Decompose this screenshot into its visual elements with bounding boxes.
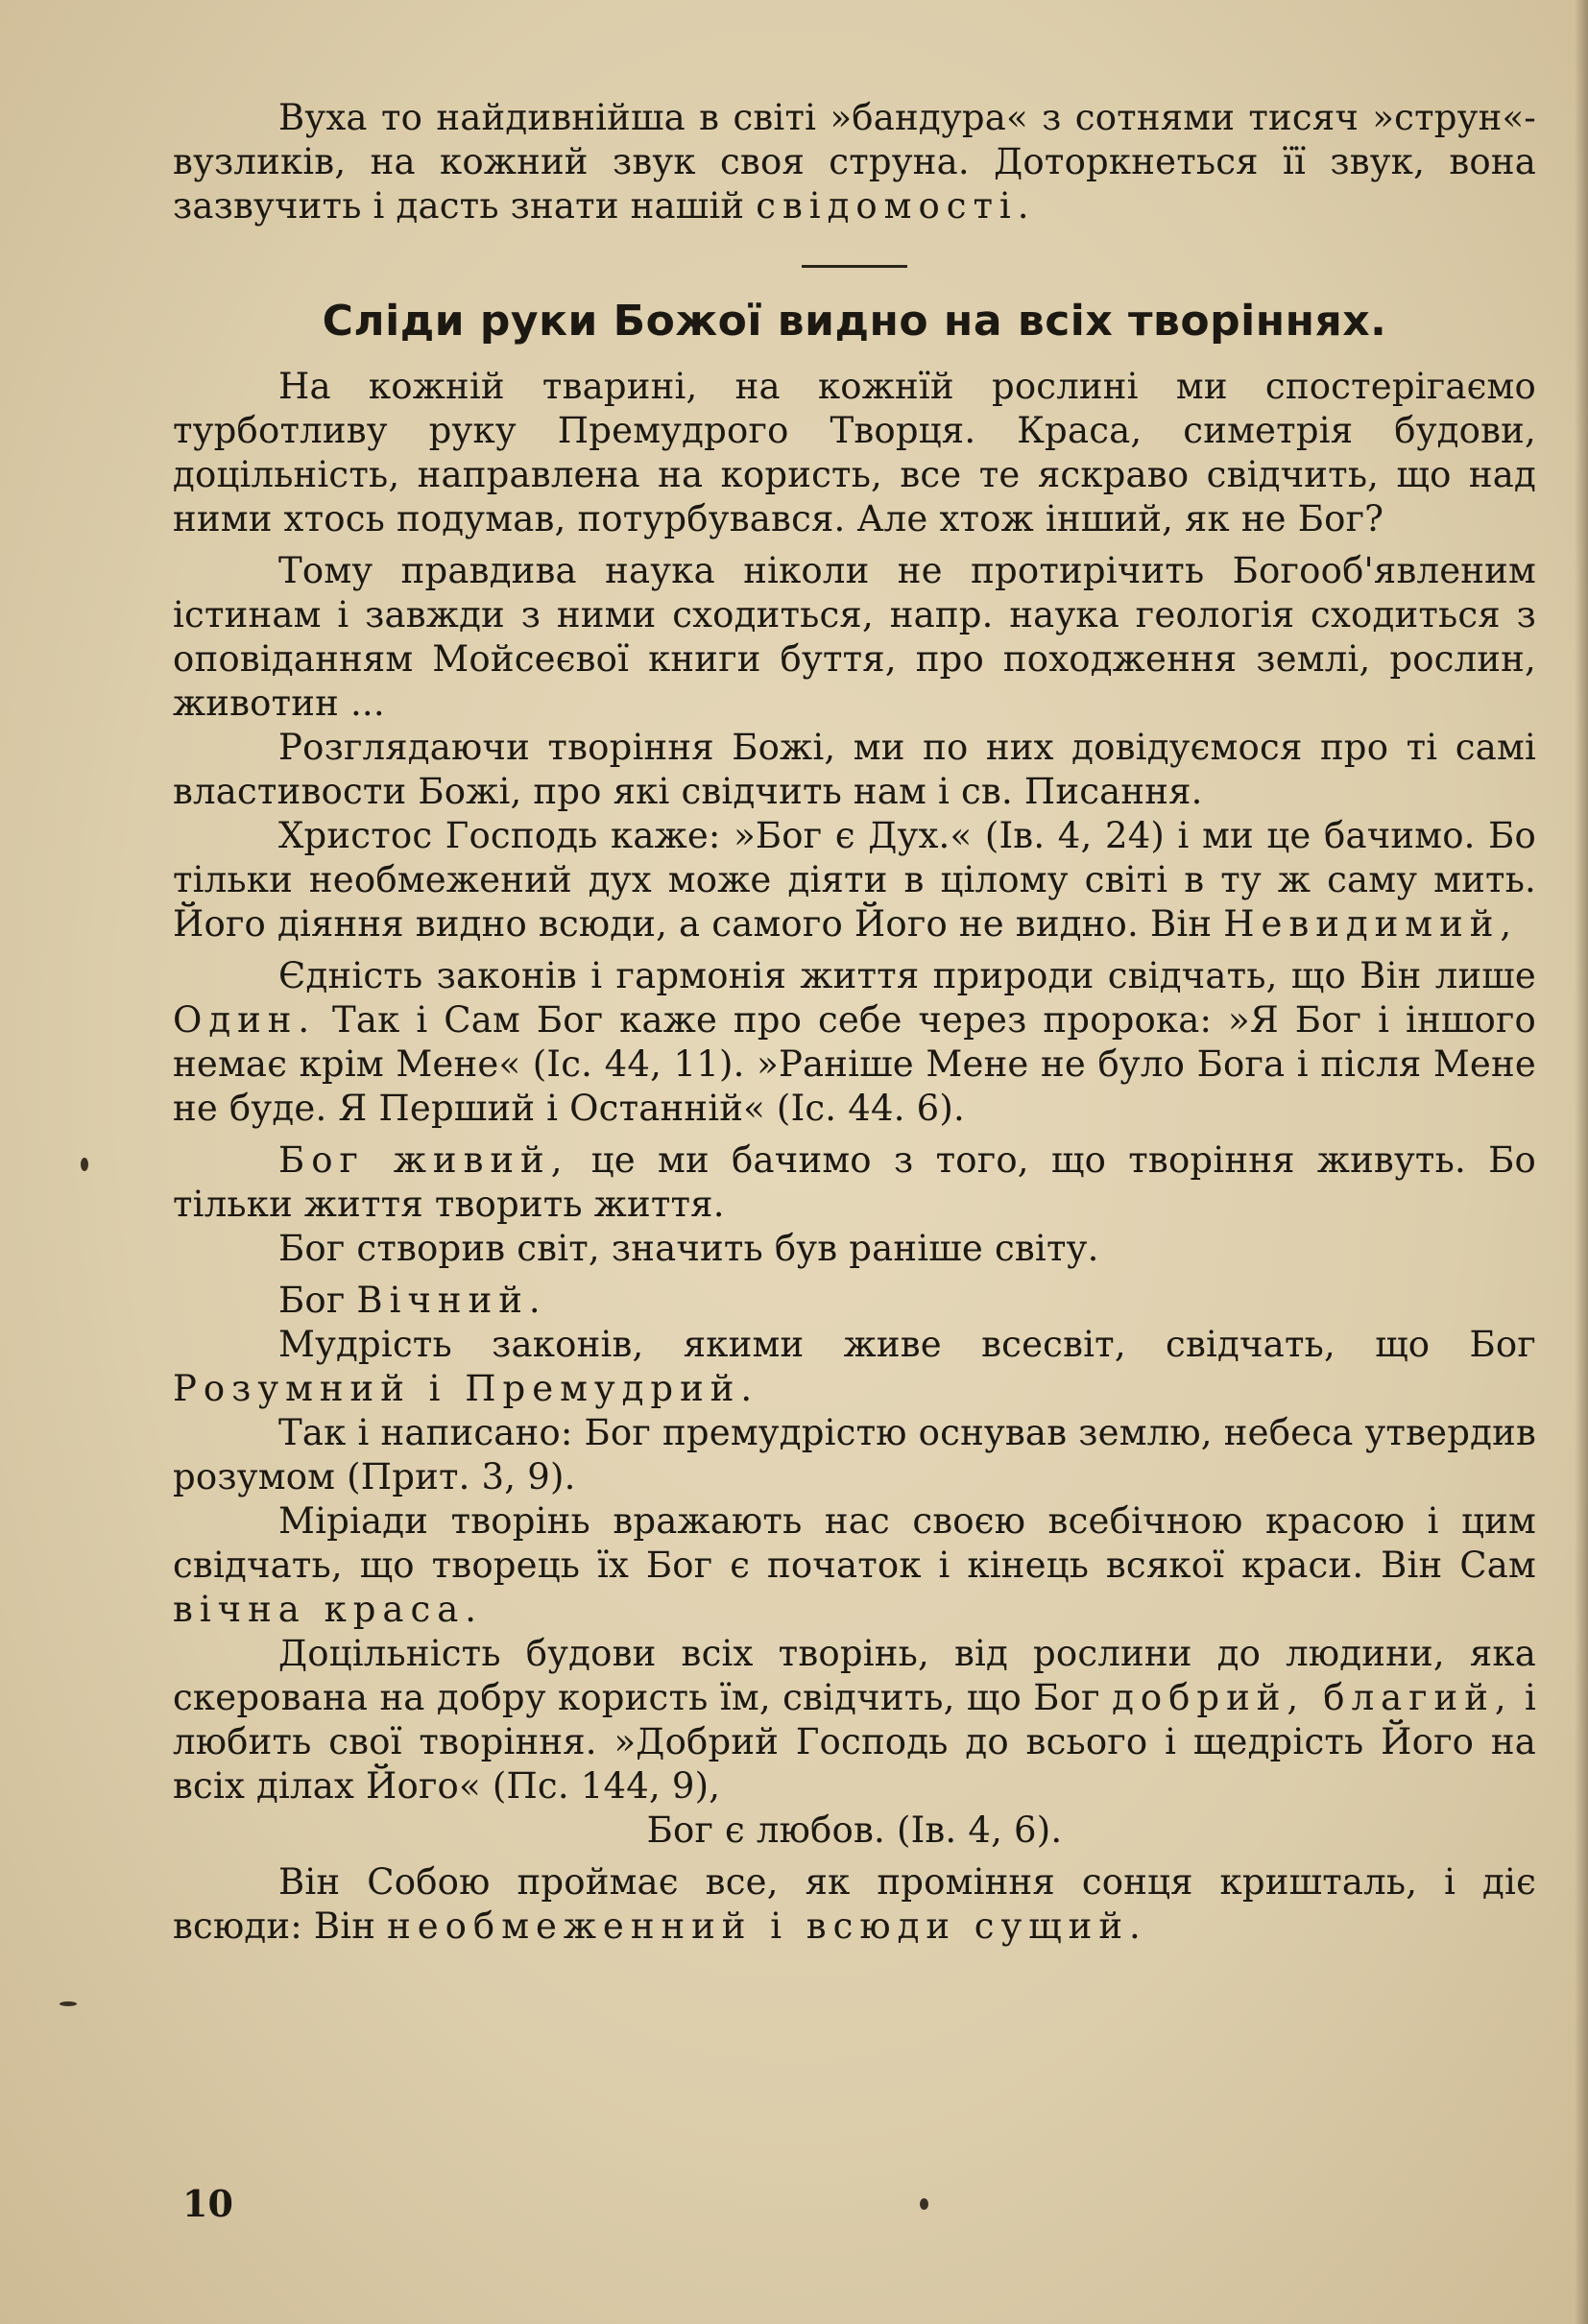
ink-speck	[920, 2198, 928, 2210]
intro-paragraph: Вуха то найдивнійша в світі »бандура« з сотнями тисяч »струн«- вузликів, на кожний звук своя струна. Доторкнеться її звук, вона зазвучить і дасть знати нашій свідомості.	[173, 97, 1536, 227]
paragraph-14: Він Собою проймає все, як проміння сонця кришталь, і діє всюди: Він необмеженний і всюди сущий.	[173, 1861, 1536, 1947]
paragraph-10: Так і написано: Бог премудрістю оснував землю, небеса утвердив розумом (Прит. 3, 9).	[173, 1412, 1536, 1497]
paragraph-5: Єдність законів і гармонія життя природи свідчать, що Він лише Один. Так і Сам Бог каже про себе через пророка: »Я Бог і іншого немає крім Мене« (Іс. 44, 11). »Раніше Мене не було Бога і після Мене не буде. Я Перший і Останній« (Іс. 44. 6).	[173, 955, 1536, 1129]
paragraph-6: Бог живий, це ми бачимо з того, що творіння живуть. Бо тільки життя творить життя.	[173, 1139, 1536, 1225]
ink-speck	[81, 1158, 88, 1171]
paragraph-8: Бог Вічний.	[278, 1280, 547, 1321]
paragraph-9: Мудрість законів, якими живе всесвіт, свідчать, що Бог Розумний і Премудрий.	[173, 1324, 1536, 1409]
paragraph-7: Бог створив світ, значить був раніше світу.	[278, 1228, 1099, 1269]
paragraph-4: Христос Господь каже: »Бог є Дух.« (Ів. 4, 24) і ми це бачимо. Бо тільки необмежений дух може діяти в цілому світі в ту ж саму мить. Його діяння видно всюди, а самого Його не видно. Він Невидимий,	[173, 815, 1536, 945]
ink-speck	[60, 2001, 77, 2006]
page-content	[173, 96, 1536, 1949]
paragraph-11: Міріади творінь вражають нас своєю всебічною красою і цим свідчать, що творець їх Бог є початок і кінець всякої краси. Він Сам вічна краса.	[173, 1500, 1536, 1630]
paragraph-2: Тому правдива наука ніколи не протирічить Богооб'явленим істинам і завжди з ними сходиться, напр. наука геологія сходиться з оповіданням Мойсеєвої книги буття, про походження землі, рослин, животин ...	[173, 550, 1536, 724]
section-divider	[802, 265, 907, 268]
page-edge-shadow	[1575, 0, 1588, 2324]
paragraph-13: Бог є любов. (Ів. 4, 6).	[646, 1809, 1063, 1851]
page-number: 10	[182, 2182, 233, 2225]
paragraph-12: Доцільність будови всіх творінь, від рослини до людини, яка скерована на добру користь їм, свідчить, що Бог добрий, благий, і любить свої творіння. »Добрий Господь до всього і щедрість Його на всіх ділах Його« (Пс. 144, 9),	[173, 1633, 1536, 1807]
paragraph-1: На кожній тварині, на кожнїй рослині ми спостерігаємо турботливу руку Премудрого Творця. Краса, симетрія будови, доцільність, направлена на користь, все те яскраво свідчить, що над ними хтось подумав, потурбувався. Але хтож інший, як не Бог?	[173, 366, 1536, 539]
paragraph-3: Розглядаючи творіння Божі, ми по них довідуємося про ті самі властивости Божі, про які свідчить нам і св. Писання.	[173, 727, 1536, 812]
section-heading: Сліди руки Божої видно на всіх творіннях.	[322, 297, 1387, 346]
